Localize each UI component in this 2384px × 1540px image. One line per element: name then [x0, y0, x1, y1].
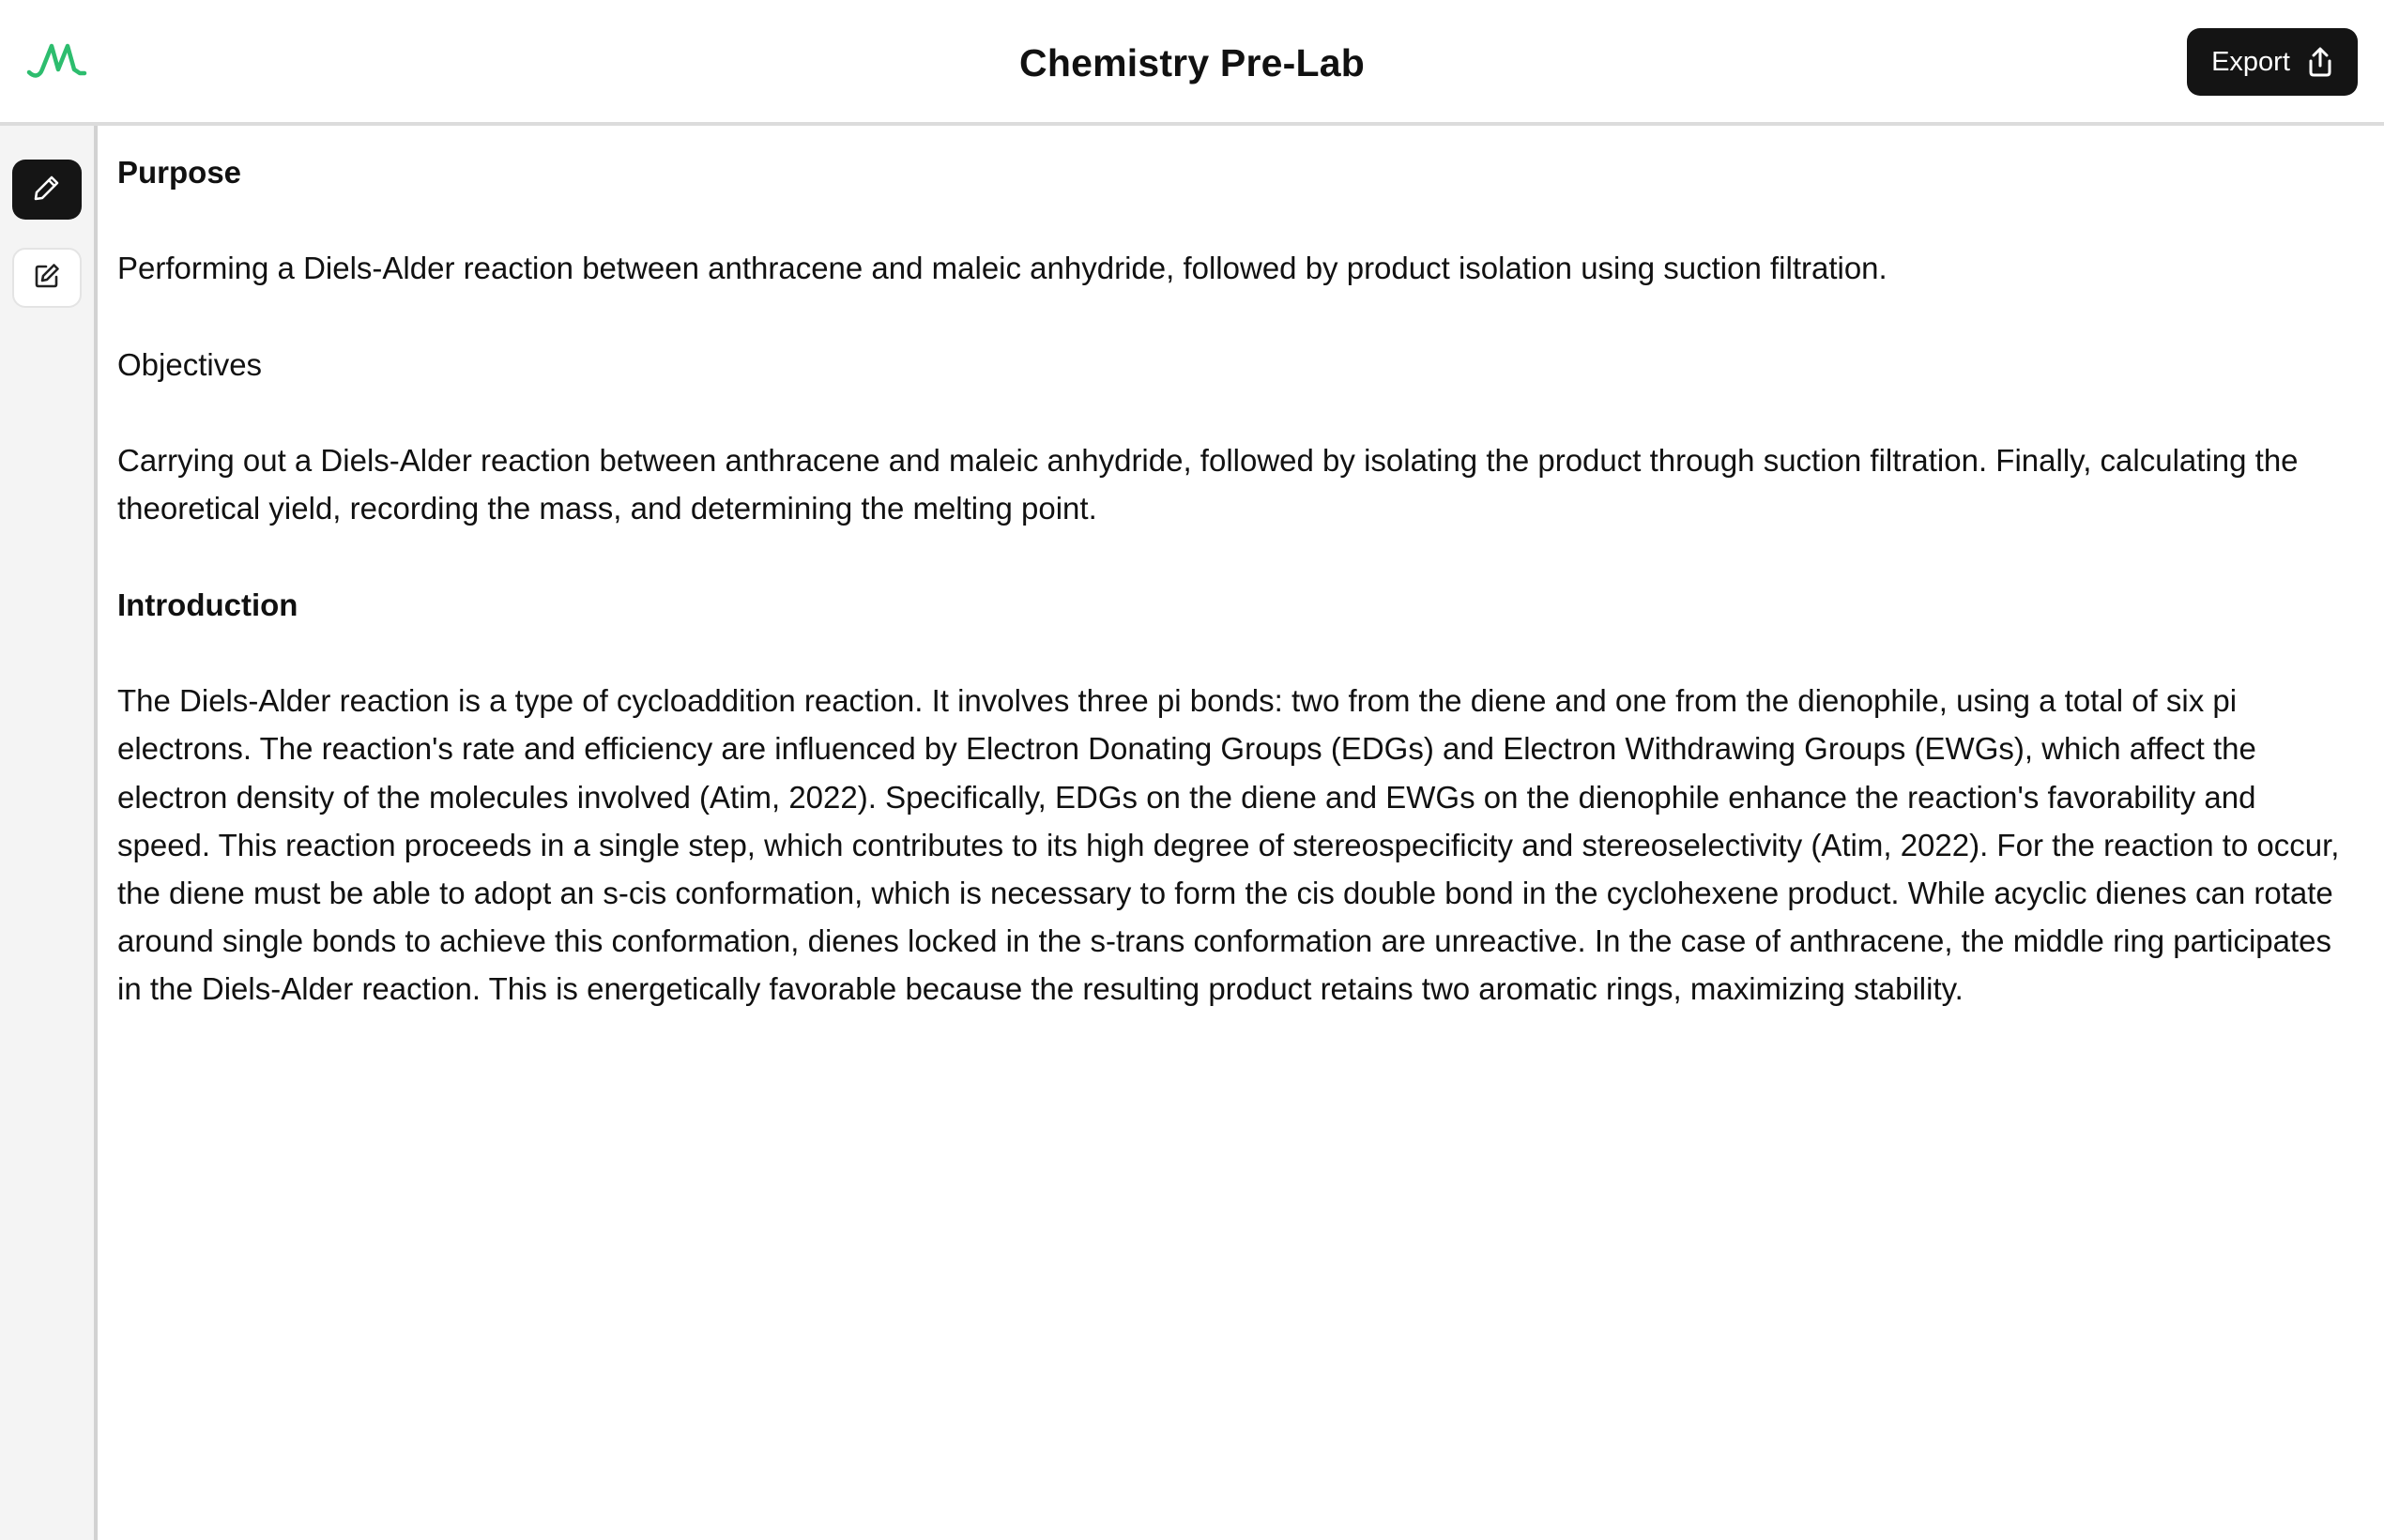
left-toolbar — [0, 126, 98, 1540]
purpose-heading: Purpose — [117, 155, 242, 190]
introduction-heading: Introduction — [117, 587, 298, 622]
export-button-label: Export — [2211, 46, 2290, 77]
top-bar — [0, 0, 2384, 126]
purpose-paragraph: Performing a Diels-Alder reaction between anthracene and maleic anhydride, followed by product isolation using suction filtration. — [117, 251, 1887, 286]
share-upload-icon — [2307, 47, 2333, 77]
document-editor[interactable] — [98, 126, 2384, 1540]
edit-square-icon — [32, 261, 62, 296]
page-title: Chemistry Pre-Lab — [1019, 41, 1365, 84]
export-button[interactable] — [2187, 28, 2358, 96]
objectives-heading: Objectives — [117, 346, 263, 382]
edit-mode-button[interactable] — [12, 160, 82, 220]
introduction-paragraph: The Diels-Alder reaction is a type of cycloaddition reaction. It involves three pi bonds: two from the diene and one from the dienophile, using a total of six pi electrons. The reaction's rate and efficiency are influenced by Electron Donating Groups (EDGs) and Electron Withdrawing Groups (EWGs), which affect the electron density of the molecules involved (Atim, 2022). Specifically, EDGs on the diene and EWGs on the dienophile enhance the reaction's favorability and speed. This reaction proceeds in a single step, which contributes to its high degree of stereospecificity and stereoselectivity (Atim, 2022). For the reaction to occur, the diene must be able to adopt an s-cis conformation, which is necessary to form the cis double bond in the cyclohexene product. While acyclic dienes can rotate around single bonds to achieve this conformation, dienes locked in the s-trans conformation are unreactive. In the case of anthracene, the middle ring participates in the Diels-Alder reaction. This is energetically favorable because the resulting product retains two aromatic rings, maximizing stability. — [117, 683, 2340, 1007]
pencil-icon — [32, 173, 62, 207]
objectives-paragraph: Carrying out a Diels-Alder reaction between anthracene and maleic anhydride, followed by isolating the product through suction filtration. Finally, calculating the theoretical yield, recording the mass, and determining the melting point. — [117, 443, 2299, 526]
compose-button[interactable] — [12, 248, 82, 308]
